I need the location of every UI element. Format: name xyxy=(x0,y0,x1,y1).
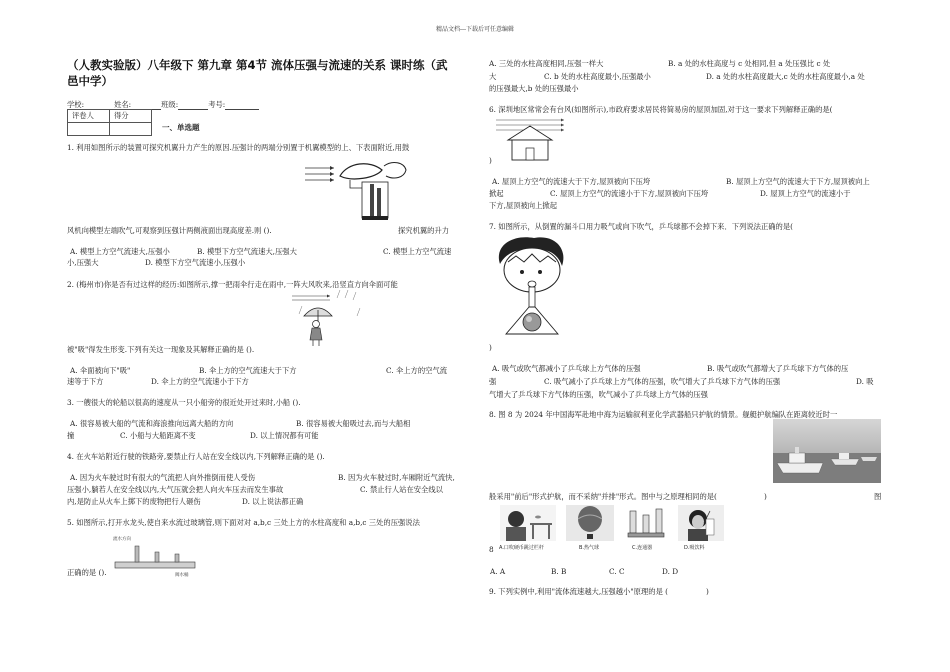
q7-option-a[interactable]: A. 吸气或吹气都减小了乒乓球上方气体的压强 xyxy=(492,364,641,373)
q7-option-d[interactable]: D. 吸 xyxy=(856,377,874,386)
number-label: 考号: xyxy=(208,100,226,109)
caption-c: C.连通器 xyxy=(632,545,653,551)
class-blank[interactable] xyxy=(178,101,208,110)
q5-option-a[interactable]: A. 三处的水柱高度相同,压强一样大 xyxy=(489,59,604,68)
q8-stem-2: 般采用"前后"形式护航，而不采纳"并排"形式。图中与之原理相同的是( xyxy=(489,492,717,501)
q1-option-b[interactable]: B. 模型下方空气流速大,压强大 xyxy=(197,247,297,256)
q8-option-c[interactable]: C. C xyxy=(609,567,625,576)
q2-option-b[interactable]: B. 伞上方的空气流速大于下方 xyxy=(199,366,297,375)
q3-option-b-cont: 撞 xyxy=(67,431,75,440)
q6-option-b[interactable]: B. 屋顶上方空气的流速大于下方,屋顶被向上 xyxy=(726,177,870,186)
water-pipe-figure xyxy=(113,532,203,580)
q9-stem: 9. 下列实例中,利用"流体流速越大,压强越小"原理的是 ( xyxy=(489,587,669,596)
score-table xyxy=(67,109,152,136)
hot-air-balloon-image xyxy=(566,505,614,541)
q7-option-d-cont: 气增大了乒乓球下方气体的压强，吹气减小了乒乓球上方气体的压强 xyxy=(489,390,708,399)
q9-close: ) xyxy=(706,587,709,596)
q6-option-d[interactable]: D. 屋顶上方空气的流速小于 xyxy=(760,189,851,198)
q3-option-c[interactable]: C. 小船与大船距离不变 xyxy=(120,431,196,440)
q5-stem-2: 正确的是 (). xyxy=(67,568,107,577)
score-table-grader-cell[interactable] xyxy=(68,123,110,136)
q4-option-b-cont: 压强小,躺若人在安全线以内,大气压就会把人向火车压去而发生事故 xyxy=(67,485,284,494)
q5-option-b-cont: 大 xyxy=(489,72,497,81)
coin-jump-image xyxy=(500,505,556,541)
connected-vessel-image xyxy=(624,505,668,541)
q1-stem: 1. 利用如图所示的装置可探究机翼升力产生的原因.压强计的两端分别置于机翼模型的上、下表面附近,用鼓 xyxy=(67,143,410,152)
caption-a: A.口吹硬币跳过栏杆 xyxy=(499,545,544,551)
q3-option-a[interactable]: A. 很容易被大船的气流和海浪推向远离大船的方向 xyxy=(70,419,234,428)
q3-option-d[interactable]: D. 以上情况都有可能 xyxy=(250,431,319,440)
q5-option-d-cont: 的压强最大,b 处的压强最小 xyxy=(489,84,579,93)
q2-option-c-cont: 速等于下方 xyxy=(67,377,104,386)
q4-option-d[interactable]: D. 以上说法都正确 xyxy=(242,497,304,506)
naval-escort-photo xyxy=(773,419,881,483)
water-flow-label: 流水方向 xyxy=(113,537,131,542)
q1-option-c-cont: 小,压强大 xyxy=(67,258,99,267)
q5-option-c[interactable]: C. b 处的水柱高度最小,压强最小 xyxy=(544,72,651,81)
q6-close: ) xyxy=(489,156,492,165)
q3-option-b[interactable]: B. 很容易被大船吸过去,而与大船相 xyxy=(296,419,411,428)
q2-option-c[interactable]: C. 伞上方的空气流 xyxy=(386,366,448,375)
q3-stem: 3. 一艘很大的轮船以很高的速度从一只小船旁的很近处开过来时,小船 (). xyxy=(67,398,301,407)
q5-stem: 5. 如图所示,打开水龙头,使自来水流过玻璃管,则下面对对 a,b,c 三处上方的水柱高度和 a,b,c 三处的压强说法 xyxy=(67,518,420,527)
page-header: 精品文档---下载后可任意编辑 xyxy=(435,26,515,33)
q2-stem: 2. (梅州市)你是否有过这样的经历:如图所示,撑一把雨伞行走在雨中,一阵大风吹来,沿竖直方向伞面可能 xyxy=(67,280,398,289)
drinking-straw-image xyxy=(678,505,724,541)
q7-close: ) xyxy=(489,343,492,352)
q2-option-a[interactable]: A. 伞面被向下"吸" xyxy=(70,366,131,375)
q1-option-a[interactable]: A. 模型上方空气流速大,压强小 xyxy=(70,247,170,256)
name-label: 姓名: xyxy=(114,100,132,109)
q7-stem: 7. 如图所示，从倒置的漏斗口用力吸气或向下吹气，乒乓球都不会掉下来．下列说法正确的是( xyxy=(489,222,794,231)
q8-option-a[interactable]: A. A xyxy=(490,567,506,576)
q7-option-b[interactable]: B. 吸气或吹气都增大了乒乓球下方气体的压 xyxy=(707,364,849,373)
school-label: 学校: xyxy=(67,100,85,109)
score-table-score: 得分 xyxy=(110,110,152,123)
house-typhoon-figure xyxy=(494,114,572,162)
section-heading: 一、单选题 xyxy=(162,123,200,132)
score-table-score-cell[interactable] xyxy=(110,123,152,136)
q8-option-d[interactable]: D. D xyxy=(662,567,679,576)
q8-option-b[interactable]: B. B xyxy=(551,567,567,576)
q6-option-a[interactable]: A. 屋顶上方空气的流速大于下方,屋顶被向下压垮 xyxy=(492,177,651,186)
q6-stem: 6. 深圳地区常常会有台风(如图所示),市政府要求居民将简易房的屋顶加固,对于这一要求下列解释正确的是( xyxy=(489,105,833,114)
caption-b: B.热气球 xyxy=(579,545,600,551)
q8-figure-number: 8 xyxy=(489,545,494,554)
q7-option-b-cont: 强 xyxy=(489,377,497,386)
score-table-grader: 评卷人 xyxy=(68,110,110,123)
q6-option-b-cont: 掀起 xyxy=(489,189,504,198)
q1-option-c[interactable]: C. 模型上方空气流速 xyxy=(383,247,452,256)
document-title: （人教实验版）八年级下 第九章 第4节 流体压强与流速的关系 课时练（武邑中学） xyxy=(67,58,448,88)
q6-option-d-cont: 下方,屋顶被向上掀起 xyxy=(489,201,557,210)
bucket-label: 阀水桶 xyxy=(175,573,189,578)
q2-stem-2: 被"吸"得发生形变.下列有关这一现象及其解释正确的是 (). xyxy=(67,345,255,354)
q8-figure-ref: 图 xyxy=(874,492,882,501)
q8-stem: 8. 图 8 为 2024 年中国海军赴地中海为运输叙利亚化学武器船只护航的情景。舰艇护航编队在距离较近时一 xyxy=(489,410,838,419)
caption-d: D.吸饮料 xyxy=(684,545,705,551)
q6-option-c[interactable]: C. 屋顶上方空气的流速小于下方,屋顶被向下压垮 xyxy=(550,189,709,198)
q1-stem-2: 风机向模型左端吹气,可观察到压强计两侧液面出现高度差.则 (). xyxy=(67,226,272,235)
q4-option-b[interactable]: B. 因为火车驶过时,车厢附近气流快, xyxy=(338,473,455,482)
q8-close: ) xyxy=(764,492,767,501)
wing-apparatus-figure xyxy=(300,158,420,222)
q4-option-c-cont: 内,是防止从火车上掷下的废物把行人砸伤 xyxy=(67,497,201,506)
q1-option-d[interactable]: D. 模型下方空气流速小,压强小 xyxy=(145,258,246,267)
class-label: 班级: xyxy=(161,100,179,109)
q4-option-a[interactable]: A. 因为火车驶过时有很大的气流把人向外推倒而使人受伤 xyxy=(70,473,256,482)
funnel-ball-figure xyxy=(492,234,574,338)
q4-stem: 4. 在火车站附近行驶的铁路旁,要禁止行人站在安全线以内,下列解释正确的是 (). xyxy=(67,452,325,461)
q7-option-c[interactable]: C. 吸气减小了乒乓球上方气体的压强，吹气增大了乒乓球下方气体的压强 xyxy=(544,377,781,386)
q2-option-d[interactable]: D. 伞上方的空气流速小于下方 xyxy=(151,377,249,386)
umbrella-figure xyxy=(290,288,370,350)
q1-tail: 探究机翼的升力 xyxy=(398,226,450,235)
number-blank[interactable] xyxy=(225,101,259,110)
q4-option-c[interactable]: C. 禁止行人站在安全线以 xyxy=(360,485,443,494)
q5-option-b[interactable]: B. a 处的水柱高度与 c 处相同,但 a 处压强比 c 处 xyxy=(668,59,831,68)
q5-option-d[interactable]: D. a 处的水柱高度最大,c 处的水柱高度最小,a 处 xyxy=(706,72,865,81)
